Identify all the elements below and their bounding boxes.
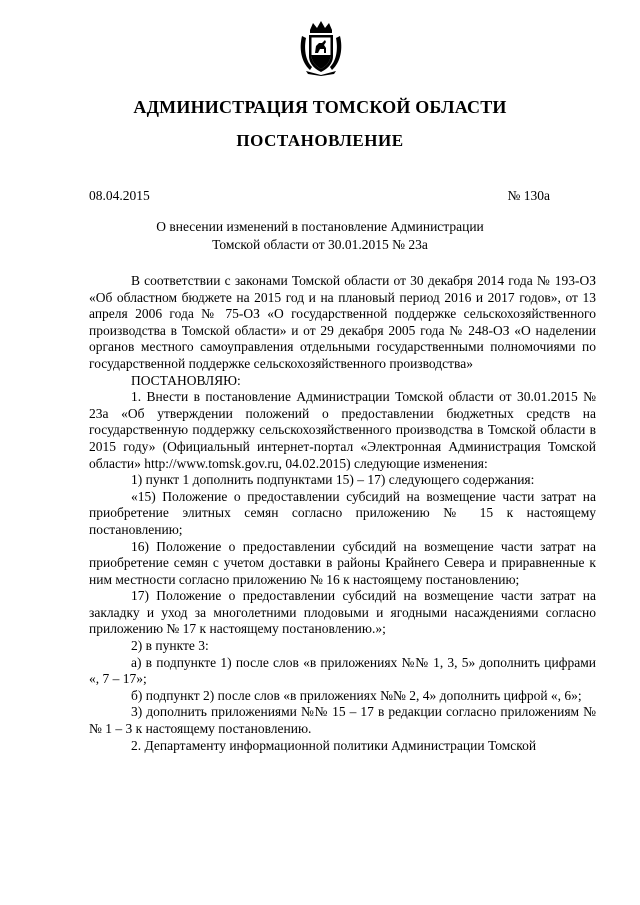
item-1-2-paragraph: 2) в пункте 3:	[131, 638, 209, 654]
item-2-paragraph: 2. Департаменту информационной политики Администрации Томской	[131, 737, 537, 753]
item-1-3-paragraph: 3) дополнить приложениями №№ 15 – 17 в редакции согласно приложениям №№ 1 – 3 к настоящему постановлению.	[89, 704, 596, 737]
subitem-a-paragraph: а) в подпункте 1) после слов «в приложениях №№ 1, 3, 5» дополнить цифрами «, 7 – 17»;	[89, 654, 596, 687]
resolve-heading: ПОСТАНОВЛЯЮ:	[131, 372, 241, 388]
organization-title: АДМИНИСТРАЦИЯ ТОМСКОЙ ОБЛАСТИ	[133, 97, 507, 117]
subject-line-2: Томской области от 30.01.2015 № 23а	[212, 237, 428, 252]
subitem-17-paragraph: 17) Положение о предоставлении субсидий на возмещение части затрат на закладку и уход за многолетними плодовыми и ягодными насаждениями согласно приложению № 17 к настоящему постановлению.»;	[89, 588, 596, 637]
document-body	[89, 273, 596, 754]
subject-line-1: О внесении изменений в постановление Администрации	[156, 219, 484, 234]
document-number: № 130а	[507, 188, 550, 203]
document-subject	[0, 218, 640, 254]
item-1-1-paragraph: 1) пункт 1 дополнить подпунктами 15) – 17) следующего содержания:	[131, 472, 535, 488]
subitem-15-paragraph: «15) Положение о предоставлении субсидий на возмещение части затрат на приобретение элитных семян согласно приложению № 15 к настоящему постановлению;	[89, 488, 596, 537]
document-date: 08.04.2015	[89, 188, 150, 203]
item-1-paragraph: 1. Внести в постановление Администрации Томской области от 30.01.2015 № 23а «Об утверждении положений о предоставлении бюджетных средств на государственную поддержку сельскохозяйственного производства в Томской области в 2015 году» (Официальный интернет-портал «Электронная Администрация Томской области» http://www.tomsk.gov.ru, 04.02.2015) следующие изменения:	[89, 389, 596, 471]
document-type-title: ПОСТАНОВЛЕНИЕ	[236, 131, 404, 150]
subitem-b-paragraph: б) подпункт 2) после слов «в приложениях №№ 2, 4» дополнить цифрой «, 6»;	[131, 687, 582, 703]
subitem-16-paragraph: 16) Положение о предоставлении субсидий на возмещение части затрат на приобретение семян с учетом доставки в районы Крайнего Севера и приравненные к ним местности согласно приложению № 16 к настоящему постановлению;	[89, 538, 596, 587]
tomsk-oblast-coat-of-arms-icon	[298, 20, 344, 76]
preamble-paragraph: В соответствии с законами Томской области от 30 декабря 2014 года № 193-ОЗ «Об областном бюджете на 2015 год и на плановый период 2016 и 2017 годов», от 13 апреля 2006 года № 75-ОЗ «О государственной поддержке сельскохозяйственного производства в Томской области» и от 29 декабря 2005 года № 248-ОЗ «О наделении органов местного самоуправления отдельными государственными полномочиями по государственной поддержке сельскохозяйственного производства»	[89, 273, 596, 371]
